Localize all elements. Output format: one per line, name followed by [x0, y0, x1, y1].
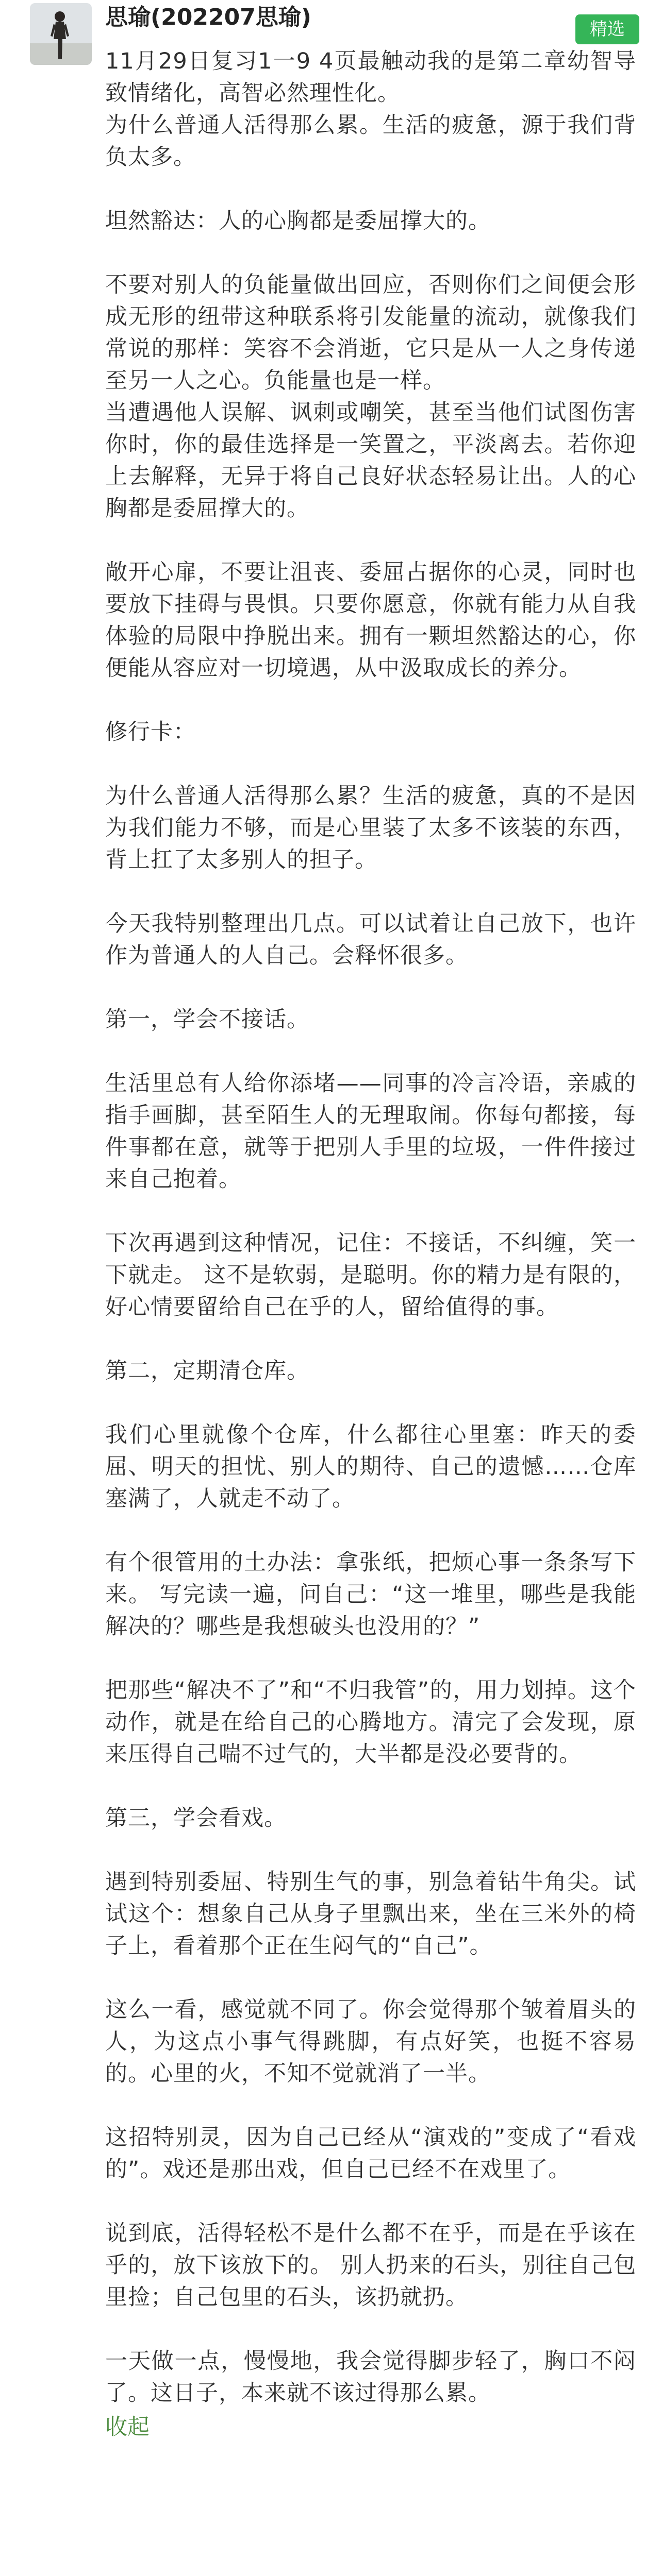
post-paragraph: 今天我特别整理出几点。可以试着让自己放下，也许作为普通人的人自己。会释怀很多。 — [105, 911, 636, 969]
post-paragraph: 一天做一点，慢慢地，我会觉得脚步轻了，胸口不闷了。这日子，本来就不该过得那么累。 — [105, 2348, 636, 2406]
blank-line — [105, 1962, 636, 1994]
avatar-image — [30, 3, 92, 65]
post-paragraph: 不要对别人的负能量做出回应，否则你们之间便会形成无形的纽带这种联系将引发能量的流动，就像我们常说的那样：笑容不会消逝，它只是从一人之身传递至另一人之心。负能量也是一样。 — [105, 272, 636, 394]
post-paragraph: 生活里总有人给你添堵——同事的冷言冷语，亲戚的指手画脚，甚至陌生人的无理取闹。你每句都接，每件事都在意，就等于把别人手里的垃圾，一件件接过来自己抱着。 — [105, 1071, 636, 1192]
blank-line — [105, 1834, 636, 1866]
blank-line — [105, 1387, 636, 1419]
blank-line — [105, 524, 636, 556]
blank-line — [105, 748, 636, 780]
blank-line — [105, 173, 636, 205]
post-paragraph: 修行卡： — [105, 719, 196, 745]
blank-line — [105, 1515, 636, 1547]
blank-line — [105, 684, 636, 716]
post-username[interactable]: 思瑜(202207思瑜) — [105, 4, 311, 30]
blank-line — [105, 1036, 636, 1067]
blank-line — [105, 1323, 636, 1355]
blank-line — [105, 2313, 636, 2345]
blank-line — [105, 972, 636, 1004]
post-paragraph: 11月29日复习1一9 4页最触动我的是第二章幼智导致情绪化，高智必然理性化。 — [105, 48, 636, 106]
post-paragraph: 第三，学会看戏。 — [105, 1805, 287, 1831]
blank-line — [105, 2185, 636, 2217]
post-paragraph: 这么一看，感觉就不同了。你会觉得那个皱着眉头的人，为这点小事气得跳脚，有点好笑，也挺不容易的。心里的火，不知不觉就消了一半。 — [105, 1997, 636, 2087]
blank-line — [105, 1195, 636, 1227]
post-paragraph: 第二，定期清仓库。 — [105, 1358, 309, 1384]
post-paragraph: 第一，学会不接话。 — [105, 1007, 309, 1032]
collapse-link[interactable]: 收起 — [105, 2414, 150, 2440]
post-paragraph: 我们心里就像个仓库，什么都往心里塞：昨天的委屈、明天的担忧、别人的期待、自己的遗憾……仓库塞满了，人就走不动了。 — [105, 1422, 636, 1512]
post-paragraph: 把那些“解决不了”和“不归我管”的，用力划掉。这个动作，就是在给自己的心腾地方。清完了会发现，原来压得自己喘不过气的，大半都是没必要背的。 — [105, 1677, 636, 1767]
post-paragraph: 有个很管用的土办法：拿张纸，把烦心事一条条写下来。 写完读一遍，问自己：“这一堆里，哪些是我能解决的？哪些是我想破头也没用的？” — [105, 1550, 636, 1639]
post-paragraph: 坦然豁达：人的心胸都是委屈撑大的。 — [105, 208, 491, 234]
blank-line — [105, 237, 636, 269]
featured-badge: 精选 — [575, 14, 639, 44]
user-avatar[interactable] — [30, 3, 92, 65]
blank-line — [105, 1770, 636, 1802]
post-paragraph: 敞开心扉，不要让沮丧、委屈占据你的心灵，同时也要放下挂碍与畏惧。只要你愿意，你就有能力从自我体验的局限中挣脱出来。拥有一颗坦然豁达的心，你便能从容应对一切境遇，从中汲取成长的养分。 — [105, 560, 636, 681]
post-paragraph: 说到底，活得轻松不是什么都不在乎，而是在乎该在乎的，放下该放下的。 别人扔来的石头，别往自己包里捡；自己包里的石头，该扔就扔。 — [105, 2221, 636, 2310]
blank-line — [105, 1642, 636, 1674]
post-paragraph: 下次再遇到这种情况，记住：不接话，不纠缠，笑一下就走。 这不是软弱，是聪明。你的精力是有限的，好心情要留给自己在乎的人，留给值得的事。 — [105, 1230, 636, 1320]
post-paragraph: 当遭遇他人误解、讽刺或嘲笑，甚至当他们试图伤害你时，你的最佳选择是一笑置之，平淡离去。若你迎上去解释，无异于将自己良好状态轻易让出。人的心胸都是委屈撑大的。 — [105, 400, 636, 521]
post-paragraph: 遇到特别委屈、特别生气的事，别急着钻牛角尖。试试这个：想象自己从身子里飘出来，坐在三米外的椅子上，看着那个正在生闷气的“自己”。 — [105, 1869, 636, 1959]
post-body — [105, 45, 636, 2443]
post-paragraph: 为什么普通人活得那么累？生活的疲惫，真的不是因为我们能力不够，而是心里装了太多不该装的东西，背上扛了太多别人的担子。 — [105, 783, 636, 873]
post-paragraph: 这招特别灵，因为自己已经从“演戏的”变成了“看戏的”。戏还是那出戏，但自己已经不在戏里了。 — [105, 2125, 636, 2182]
blank-line — [105, 876, 636, 908]
post-paragraph: 为什么普通人活得那么累。生活的疲惫，源于我们背负太多。 — [105, 112, 636, 170]
blank-line — [105, 2090, 636, 2122]
